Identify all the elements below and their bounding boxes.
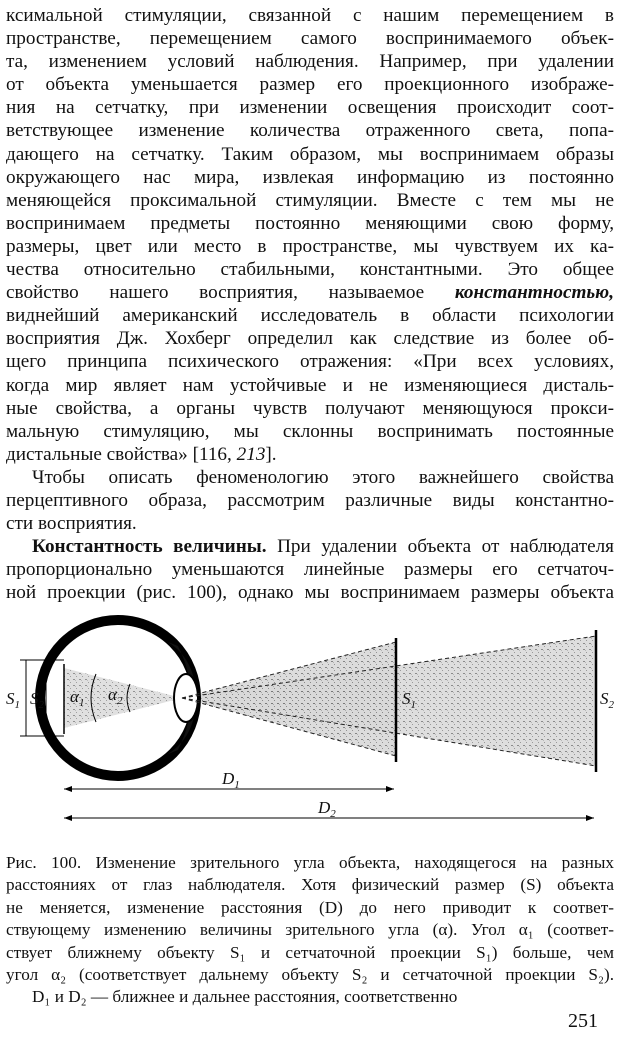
text-line — [6, 443, 614, 466]
caption-line: расстояниях от глаз наблюдателя. Хотя физический размер (S) объекта — [6, 875, 614, 895]
text-line: пропорционально уменьшаются линейные размеры его сетчаточ- — [6, 559, 614, 581]
text-line: когда мир являет нам устойчивые и не изменяющиеся дисталь- — [6, 374, 614, 396]
page-number: 251 — [568, 1010, 598, 1032]
text-line: та, изменением условий наблюдения. Например, при удалении — [6, 51, 614, 73]
caption-line: ствует ближнему объекту S₁ и сетчаточной проекции S₁) больше, чем — [6, 942, 614, 962]
body-text — [6, 4, 614, 604]
figure-caption — [6, 852, 614, 1009]
d1-arrow-left — [64, 786, 72, 792]
text-line: ксимальной стимуляции, связанной с нашим перемещением в — [6, 5, 614, 26]
label-near-object: $S_1$ — [402, 689, 416, 711]
caption-line: не меняется, изменение расстояния (D) до него приводит к соответ- — [6, 897, 614, 917]
label-d1: $D_1$ — [222, 769, 240, 791]
text-line: виднейший американский исследователь в области психологии — [6, 305, 614, 327]
text-fragment: дистальные свойства» [116, — [6, 443, 237, 465]
citation-page: 213 — [236, 443, 266, 465]
text-line: воспринимаем предметы постоянно меняющими свою форму, — [6, 212, 614, 234]
text-line: дающего на сетчатку. Таким образом, мы воспринимаем образы — [6, 143, 614, 165]
figure-100-diagram — [0, 600, 620, 830]
text-line: от объекта уменьшается размер его проекционного изображе- — [6, 74, 614, 96]
text-line: пространстве, перемещением самого воспринимаемого объек- — [6, 28, 614, 50]
section-heading: Константность величины. — [32, 536, 267, 558]
text-line: ной проекции (рис. 100), однако мы воспринимаем размеры объекта — [6, 582, 614, 604]
text-line: восприятия Дж. Хохберг определил как следствие из более об- — [6, 328, 614, 350]
d2-arrow-right — [586, 815, 594, 821]
text-line: перцептивного образа, рассмотрим различные виды константно- — [6, 489, 614, 511]
text-line — [6, 281, 614, 304]
text-line: ветствующее изменение количества отраженного света, попа- — [6, 120, 614, 142]
label-far-object: $S_2$ — [600, 689, 614, 711]
caption-line: ствующему изменению величины зрительного угла (α). Угол α₁ (соответ- — [6, 920, 614, 940]
text-line: чества относительно стабильными, константными. Это общее — [6, 259, 614, 281]
caption-line: D₁ и D₂ — ближнее и дальнее расстояния, соответственно — [32, 987, 458, 1007]
label-s2: $S_2$ — [30, 689, 44, 711]
term-constancy: константностью, — [454, 282, 614, 304]
text-line: ния на сетчатку, при изменении освещения происходит соот- — [6, 97, 614, 119]
text-line: сти восприятия. — [6, 513, 137, 535]
text-line: меняющейся проксимальной стимуляции. Вместе с тем мы не — [6, 189, 614, 211]
text-line: размеры, цвет или место в пространстве, мы чувствуем их ка- — [6, 235, 614, 257]
d2-arrow-left — [64, 815, 72, 821]
text-line: Чтобы описать феноменологию этого важнейшего свойства — [32, 466, 614, 488]
label-s1: $S_1$ — [6, 689, 20, 711]
text-fragment: ]. — [265, 443, 277, 465]
text-line — [6, 535, 614, 558]
text-fragment: свойство нашего восприятия, называемое — [6, 282, 455, 304]
text-line: окружающего нас мира, извлекая информацию из постоянно — [6, 166, 614, 188]
text-line: щего принципа психического отражения: «При всех условиях, — [6, 351, 614, 373]
near-light-cone — [182, 642, 396, 756]
d1-arrow-right — [386, 786, 394, 792]
label-alpha1: $\alpha_1$ — [70, 687, 85, 709]
label-alpha2: $\alpha_2$ — [108, 685, 123, 707]
caption-line: Рис. 100. Изменение зрительного угла объекта, находящегося на разных — [6, 853, 614, 872]
text-fragment: При удалении объекта от наблюдателя — [266, 536, 614, 558]
text-line: мальную стимуляцию, мы склонны воспринимать постоянные — [6, 420, 614, 442]
caption-line: угол α₂ (соответствует дальнему объекту S₂ и сетчаточной проекции S₂). — [6, 964, 614, 984]
text-line: ные свойства, а органы чувств получают меняющуюся прокси- — [6, 397, 614, 419]
label-d2: $D_2$ — [318, 798, 336, 820]
